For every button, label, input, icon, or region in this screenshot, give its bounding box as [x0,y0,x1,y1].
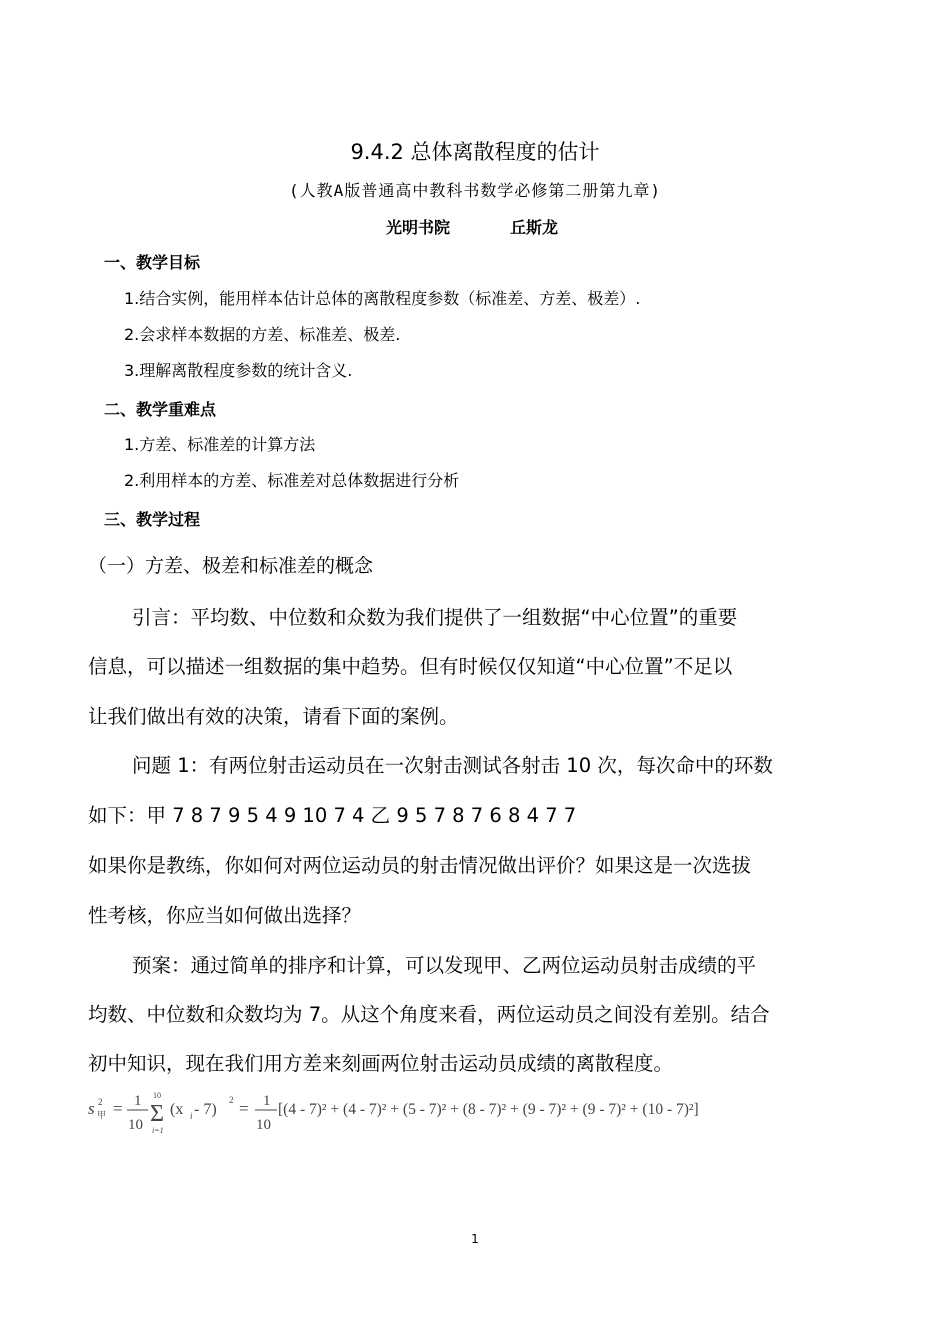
page-number: 1 [471,1232,479,1246]
author-name: 丘斯龙 [510,218,559,237]
concept-subheading: （一）方差、极差和标准差的概念 [88,555,374,577]
formula-fraction-numerator: 1 [134,1093,142,1109]
intro-line: 引言：平均数、中位数和众数为我们提供了一组数据“中心位置”的重要 [132,606,738,629]
formula-equals: = [113,1099,123,1118]
formula-variable: s [88,1099,95,1118]
plan-line: 均数、中位数和众数均为 7。从这个角度来看，两位运动员之间没有差别。结合 [88,1003,770,1026]
process-heading: 三、教学过程 [104,510,201,529]
formula-exponent: 2 [98,1097,103,1107]
problem-line: 问题 1：有两位射击运动员在一次射击测试各射击 10 次，每次命中的环数 [132,754,773,777]
goals-heading: 一、教学目标 [104,253,201,272]
formula-equals: = [239,1099,249,1118]
plan-line: 初中知识，现在我们用方差来刻画两位射击运动员成绩的离散程度。 [88,1052,674,1075]
intro-line: 让我们做出有效的决策，请看下面的案例。 [88,705,459,728]
key-point-item: 2.利用样本的方差、标准差对总体数据进行分析 [124,471,460,490]
formula-term-rest: - 7) [194,1101,217,1118]
page-title: 9.4.2 总体离散程度的估计 [350,140,600,164]
key-point-item: 1.方差、标准差的计算方法 [124,435,316,454]
problem-line: 性考核，你应当如何做出选择？ [88,904,362,927]
plan-line: 预案：通过简单的排序和计算，可以发现甲、乙两位运动员射击成绩的平 [132,954,757,977]
goal-item: 3.理解离散程度参数的统计含义. [124,361,353,380]
page-subtitle: (人教A版普通高中教科书数学必修第二册第九章) [289,181,661,200]
problem-line: 如果你是教练，你如何对两位运动员的射击情况做出评价？如果这是一次选拔 [88,854,752,877]
intro-line: 信息，可以描述一组数据的集中趋势。但有时候仅仅知道“中心位置”不足以 [88,655,733,678]
formula-term-subscript: i [190,1111,193,1121]
formula-fraction-denominator: 10 [128,1117,143,1133]
goal-item: 2.会求样本数据的方差、标准差、极差. [124,325,401,344]
formula-fraction-numerator: 1 [263,1093,271,1109]
problem-line: 如下：甲 7 8 7 9 5 4 9 10 7 4 乙 9 5 7 8 7 6 8 4 7 7 [88,804,577,827]
formula-expansion: [(4 - 7)² + (4 - 7)² + (5 - 7)² + (8 - 7)² + (9 - 7)² + (9 - 7)² + (10 - 7)²] [278,1101,699,1118]
formula-fraction-denominator: 10 [256,1117,271,1133]
sum-upper-limit: 10 [153,1091,161,1100]
school-name: 光明书院 [386,218,451,237]
formula-term: (x [170,1101,184,1118]
formula-term-exponent: 2 [229,1095,234,1105]
formula-subscript: 甲 [97,1110,107,1120]
key-points-heading: 二、教学重难点 [104,400,217,419]
variance-formula [86,1088,806,1138]
sigma-symbol: Σ [150,1101,164,1127]
goal-item: 1.结合实例，能用样本估计总体的离散程度参数（标准差、方差、极差）. [124,289,641,308]
sum-lower-limit: i=1 [152,1126,164,1135]
